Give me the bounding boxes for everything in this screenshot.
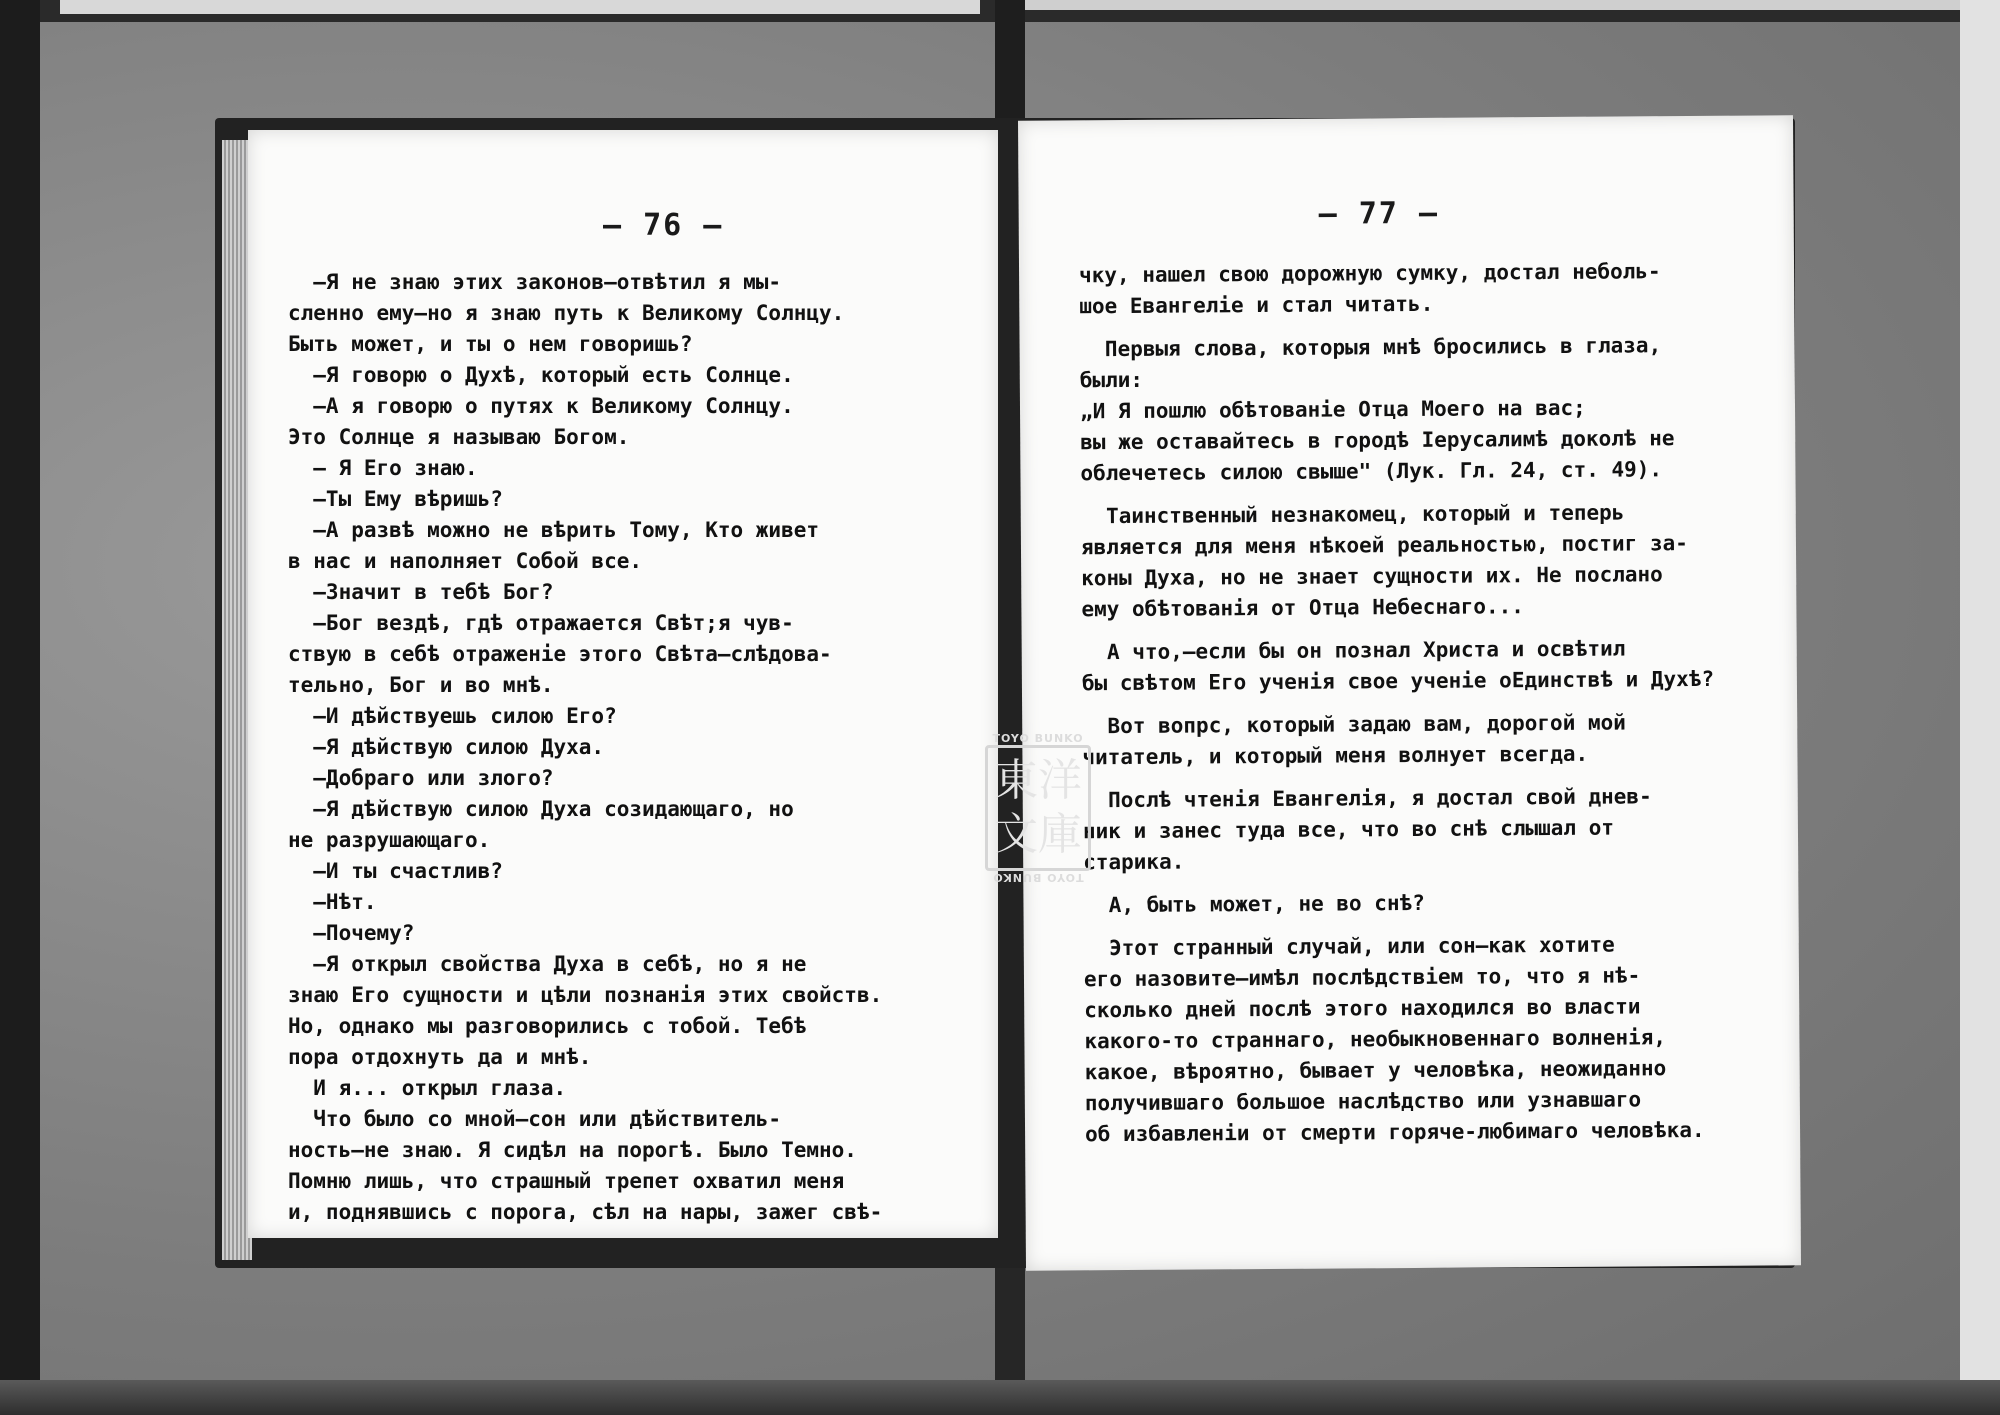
text-line: шое Евангеліе и стал читать. — [1079, 291, 1434, 319]
text-line: об избавленіи от смерти горяче-любимаго человѣка. — [1084, 1117, 1705, 1147]
text-line: —Я дѣйствую силою Духа созидающаго, но — [288, 797, 794, 821]
text-line: И я... открыл глаза. — [288, 1076, 567, 1100]
library-stamp — [985, 732, 1091, 884]
scan-bottom-edge — [0, 1380, 2000, 1415]
text-line: является для меня нѣкоей реальностью, постиг за- — [1080, 531, 1688, 560]
text-line: Вот вопрс, который задаю вам, дорогой мой — [1082, 710, 1626, 739]
text-line: сленно ему—но я знаю путь к Великому Солнцу. — [288, 301, 845, 325]
text-line: Помню лишь, что страшный трепет охватил меня — [288, 1169, 845, 1193]
text-line: коны Духа, но не знает сущности их. Не послано — [1081, 562, 1663, 591]
text-line: „И Я пошлю обѣтованіе Отца Моего на вас; — [1079, 395, 1586, 424]
text-line: ность—не знаю. Я сидѣл на порогѣ. Было Темно. — [288, 1138, 857, 1162]
text-line: ствую в себѣ отраженіе этого Свѣта—слѣдова- — [288, 642, 832, 666]
page-number: — 77 — — [1318, 195, 1440, 232]
stamp-seal-glyphs: 東洋文庫 — [994, 755, 1082, 860]
text-line: и, поднявшись с порога, сѣл на нары, зажег свѣ- — [288, 1200, 883, 1224]
text-line: —Я не знаю этих законов—отвѣтил я мы- — [288, 270, 782, 294]
text-line: чку, нашел свою дорожную сумку, достал неболь- — [1078, 259, 1661, 288]
scan-right-edge — [1960, 0, 2000, 1415]
text-line: — Я Его знаю. — [288, 456, 478, 480]
text-line: Этот странный случай, или сон—как хотите — [1083, 932, 1615, 961]
text-line: тельно, Бог и во мнѣ. — [288, 673, 554, 697]
text-line: Послѣ чтенія Евангелія, я достал свой днев- — [1082, 784, 1652, 813]
text-line: —Значит в тебѣ Бог? — [288, 580, 554, 604]
right-page — [1018, 115, 1801, 1270]
text-line: —И дѣйствуешь силою Его? — [288, 704, 617, 728]
scan-left-edge — [0, 0, 40, 1415]
text-line: облечетесь силою свыше" (Лук. Гл. 24, ст. 49). — [1080, 457, 1663, 486]
text-line: вы же оставайтесь в городѣ Іерусалимѣ доколѣ не — [1080, 426, 1675, 455]
page-text — [1079, 256, 1717, 1150]
text-line: А, быть может, не во снѣ? — [1083, 890, 1425, 918]
stamp-top-text: TOYO BUNKO — [992, 732, 1084, 745]
text-line: знаю Его сущности и цѣли познанія этих свойств. — [288, 983, 883, 1007]
text-line: Что было со мной—сон или дѣйствитель- — [288, 1107, 782, 1131]
stamp-bottom-text: TOYO BUNKO — [992, 871, 1084, 884]
text-line: —А я говорю о путях к Великому Солнцу. — [288, 394, 794, 418]
text-line: —Добраго или злого? — [288, 766, 554, 790]
text-line: пора отдохнуть да и мнѣ. — [288, 1045, 592, 1069]
text-line: бы свѣтом Его ученія свое ученіе оЕдинствѣ и Духѣ? — [1081, 666, 1715, 696]
text-line: получившаго большое наслѣдство или узнавшаго — [1084, 1087, 1642, 1116]
text-line: были: — [1079, 367, 1144, 393]
text-line: —Я открыл свойства Духа в себѣ, но я не — [288, 952, 807, 976]
text-line: —Ты Ему вѣришь? — [288, 487, 503, 511]
text-line: Это Солнце я называю Богом. — [288, 425, 630, 449]
text-line: ему обѣтованія от Отца Небеснаго... — [1081, 594, 1524, 622]
text-line: в нас и наполняет Собой все. — [288, 549, 643, 573]
text-line: ник и занес туда все, что во снѣ слышал от — [1082, 815, 1615, 844]
text-line: не разрушающаго. — [288, 828, 491, 852]
text-line: Быть может, и ты о нем говоришь? — [288, 332, 693, 356]
page-text — [288, 267, 882, 1228]
text-line: —Почему? — [288, 921, 415, 945]
text-line: —Бог вездѣ, гдѣ отражается Свѣт;я чув- — [288, 611, 794, 635]
text-line: —Нѣт. — [288, 890, 377, 914]
left-page — [248, 130, 998, 1238]
text-line: старика. — [1083, 849, 1185, 875]
text-line: Но, однако мы разговорились с тобой. Тебѣ — [288, 1014, 807, 1038]
text-line: —Я говорю о Духѣ, который есть Солнце. — [288, 363, 794, 387]
text-line: его назовите—имѣл послѣдствіем то, что я нѣ- — [1083, 963, 1641, 992]
text-line: —И ты счастлив? — [288, 859, 503, 883]
text-line: Первыя слова, которыя мнѣ бросились в глаза, — [1079, 333, 1662, 362]
text-line: какого-то страннаго, необыкновеннаго волненія, — [1084, 1025, 1667, 1054]
text-line: —А развѣ можно не вѣрить Тому, Кто живет — [288, 518, 820, 542]
text-line: сколько дней послѣ этого находился во власти — [1084, 994, 1641, 1023]
text-line: —Я дѣйствую силою Духа. — [288, 735, 605, 759]
text-line: читатель, и который меня волнует всегда. — [1082, 741, 1589, 770]
text-line: А что,—если бы он познал Христа и освѣтил — [1081, 636, 1626, 665]
text-line: Таинственный незнакомец, который и теперь — [1080, 500, 1625, 529]
page-number: — 76 — — [603, 208, 724, 243]
text-line: какое, вѣроятно, бывает у человѣка, неожиданно — [1084, 1056, 1667, 1085]
